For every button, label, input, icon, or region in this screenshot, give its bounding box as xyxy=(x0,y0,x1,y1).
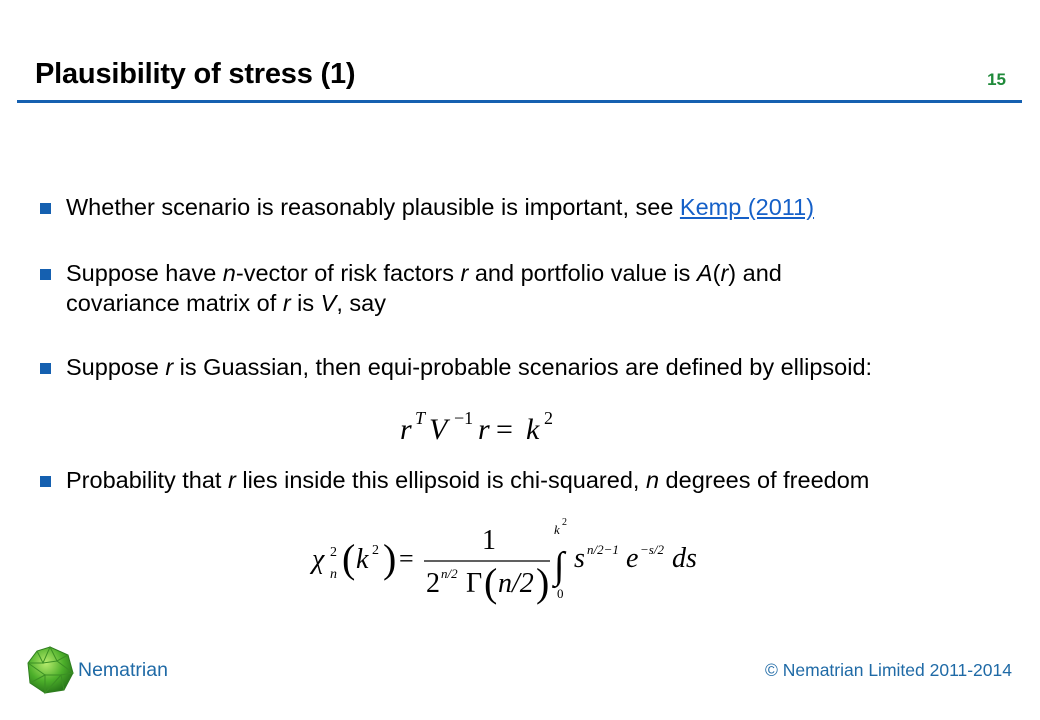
bullet-marker xyxy=(40,269,51,280)
eq1-equals: = xyxy=(496,413,513,446)
eq1-k: k xyxy=(526,413,540,446)
eq2-integral-sign: ∫ xyxy=(554,545,565,587)
eq2-numerator: 1 xyxy=(482,525,496,556)
eq2-lparen: ( xyxy=(342,536,356,581)
eq2-e-exp: −s/2 xyxy=(640,542,664,557)
eq2-chi-sub: n xyxy=(330,567,337,582)
bullet-text: Whether scenario is reasonably plausible is important, see xyxy=(66,194,680,220)
text-run: Suppose xyxy=(66,354,166,380)
text-run: is Guassian, then equi-probable scenarios are defined by ellipsoid: xyxy=(173,354,873,380)
text-run: Probability that xyxy=(66,467,228,493)
title-rule xyxy=(17,100,1022,103)
page-number: 15 xyxy=(987,70,1006,89)
eq2-e: e xyxy=(626,543,639,574)
bullet-marker xyxy=(40,363,51,374)
eq2-chi-sup: 2 xyxy=(330,545,337,560)
italic-term: r xyxy=(165,354,174,380)
eq2-gamma-arg: n/2 xyxy=(498,568,534,599)
eq2-upper-k: k xyxy=(554,522,560,537)
eq2-ds: ds xyxy=(672,543,697,574)
eq2-den-base: 2 xyxy=(426,568,440,599)
eq1-r2: r xyxy=(478,413,490,446)
chi-squared-equation xyxy=(308,512,708,607)
text-run: Suppose have xyxy=(66,260,223,286)
italic-term: r xyxy=(720,260,729,286)
text-run: ( xyxy=(712,260,721,286)
eq1-V: V xyxy=(429,413,448,446)
bullet-text xyxy=(66,467,869,493)
eq2-k: k xyxy=(356,544,369,575)
eq1-r: r xyxy=(400,413,412,446)
text-run: ) and xyxy=(728,260,782,286)
eq1-minus-one: −1 xyxy=(454,408,474,428)
eq2-s: s xyxy=(574,543,585,574)
eq2-upper-sup: 2 xyxy=(562,517,567,528)
eq2-equals: = xyxy=(399,544,414,573)
text-run: and portfolio value is xyxy=(468,260,697,286)
italic-term: r xyxy=(460,260,469,286)
footer-brand: Nematrian xyxy=(78,659,168,681)
ellipsoid-equation xyxy=(398,405,578,455)
text-run: , say xyxy=(336,290,386,316)
eq1-T: T xyxy=(415,408,426,428)
italic-term: V xyxy=(320,290,337,316)
footer-copyright: © Nematrian Limited 2011-2014 xyxy=(764,660,1012,680)
nematrian-logo-icon xyxy=(25,645,75,695)
text-run: -vector of risk factors xyxy=(235,260,461,286)
bullet-text-line-2 xyxy=(66,290,386,316)
eq2-chi: χ xyxy=(312,544,325,575)
eq2-rparen: ) xyxy=(383,536,397,581)
bullet-marker xyxy=(40,203,51,214)
kemp-2011-link[interactable]: Kemp (2011) xyxy=(679,194,815,220)
eq2-gamma-lparen: ( xyxy=(484,560,498,605)
eq2-k-sup: 2 xyxy=(372,543,379,558)
italic-term: A xyxy=(696,260,713,286)
italic-term: r xyxy=(282,290,291,316)
text-run: is xyxy=(290,290,321,316)
eq2-s-exp: n/2−1 xyxy=(587,542,619,557)
eq1-two: 2 xyxy=(544,408,553,428)
eq2-lower-limit: 0 xyxy=(557,586,564,601)
bullet-text xyxy=(66,354,872,380)
italic-term: n xyxy=(645,467,660,493)
bullet-marker xyxy=(40,476,51,487)
text-run: covariance matrix of xyxy=(66,290,283,316)
page-title: Plausibility of stress (1) xyxy=(35,58,356,90)
eq2-gamma: Γ xyxy=(466,568,483,599)
italic-term: r xyxy=(227,467,236,493)
italic-term: n xyxy=(222,260,236,286)
bullet-text-line-1 xyxy=(66,260,782,286)
text-run: lies inside this ellipsoid is chi-squared, xyxy=(235,467,646,493)
text-run: degrees of freedom xyxy=(659,467,870,493)
eq2-gamma-rparen: ) xyxy=(536,560,550,605)
eq2-den-exp: n/2 xyxy=(441,566,458,581)
